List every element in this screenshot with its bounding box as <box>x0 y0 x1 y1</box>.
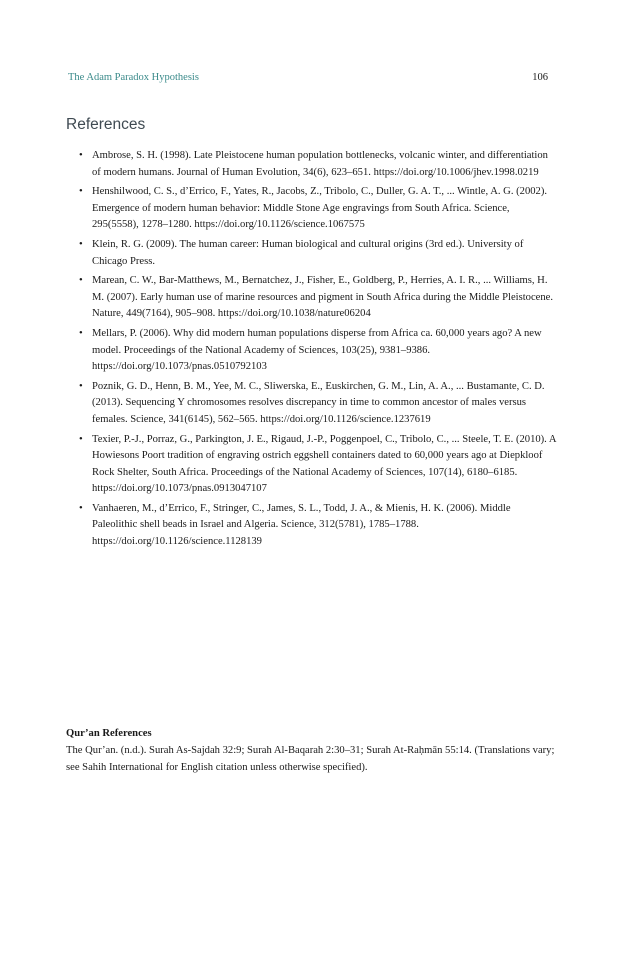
quran-references-text: The Qur’an. (n.d.). Surah As-Sajdah 32:9; Surah Al-Baqarah 2:30–31; Surah At-Raḥmān 55:14. (Translations vary; see Sahih International for English citation unless otherwise specified). <box>66 745 555 773</box>
reference-item: • Texier, P.-J., Porraz, G., Parkington, J. E., Rigaud, J.-P., Poggenpoel, C., Tribolo, C., ... Steele, T. E. (2010). A Howiesons Poort tradition of engraving ostrich eggshell containers dated to 60,000 years ago at Diepkloof Rock Shelter, South Africa. Proceedings of the National Academy of Sciences, 107(14), 6180–6185. https://doi.org/10.1073/pnas.0913047107 <box>92 432 558 498</box>
reference-item: • Klein, R. G. (2009). The human career: Human biological and cultural origins (3rd ed.). University of Chicago Press. <box>92 237 558 270</box>
references-heading: References <box>66 116 146 133</box>
reference-item: • Ambrose, S. H. (1998). Late Pleistocene human population bottlenecks, volcanic winter, and differentiation of modern humans. Journal of Human Evolution, 34(6), 623–651. https://doi.org/10.1006/jhev.1998.0219 <box>92 148 558 181</box>
reference-item: • Vanhaeren, M., d’Errico, F., Stringer, C., James, S. L., Todd, J. A., & Mienis, H. K. (2006). Middle Paleolithic shell beads in Israel and Algeria. Science, 312(5781), 1785–1788. https://doi.org/10.1126/science.1128139 <box>92 501 558 551</box>
running-title: The Adam Paradox Hypothesis <box>68 72 199 83</box>
reference-item: • Poznik, G. D., Henn, B. M., Yee, M. C., Sliwerska, E., Euskirchen, G. M., Lin, A. A., ... Bustamante, C. D. (2013). Sequencing Y chromosomes resolves discrepancy in time to common ancestor of males versus females. Science, 341(6145), 562–565. https://doi.org/10.1126/science.1237619 <box>92 379 558 429</box>
reference-list <box>78 148 558 554</box>
reference-item: • Mellars, P. (2006). Why did modern human populations disperse from Africa ca. 60,000 years ago? A new model. Proceedings of the National Academy of Sciences, 103(25), 9381–9386. https://doi.org/10.1073/pnas.0510792103 <box>92 326 558 376</box>
running-header <box>68 72 548 88</box>
page-number: 106 <box>532 72 548 83</box>
reference-item: • Henshilwood, C. S., d’Errico, F., Yates, R., Jacobs, Z., Tribolo, C., Duller, G. A. T., ... Wintle, A. G. (2002). Emergence of modern human behavior: Middle Stone Age engravings from South Africa. Science, 295(5558), 1278–1280. https://doi.org/10.1126/science.1067575 <box>92 184 558 234</box>
quran-references-heading: Qur’an References <box>66 728 152 739</box>
reference-item: • Marean, C. W., Bar-Matthews, M., Bernatchez, J., Fisher, E., Goldberg, P., Herries, A. I. R., ... Williams, H. M. (2007). Early human use of marine resources and pigment in South Africa during the Middle Pleistocene. Nature, 449(7164), 905–908. https://doi.org/10.1038/nature06204 <box>92 273 558 323</box>
quran-references-section <box>66 725 556 776</box>
